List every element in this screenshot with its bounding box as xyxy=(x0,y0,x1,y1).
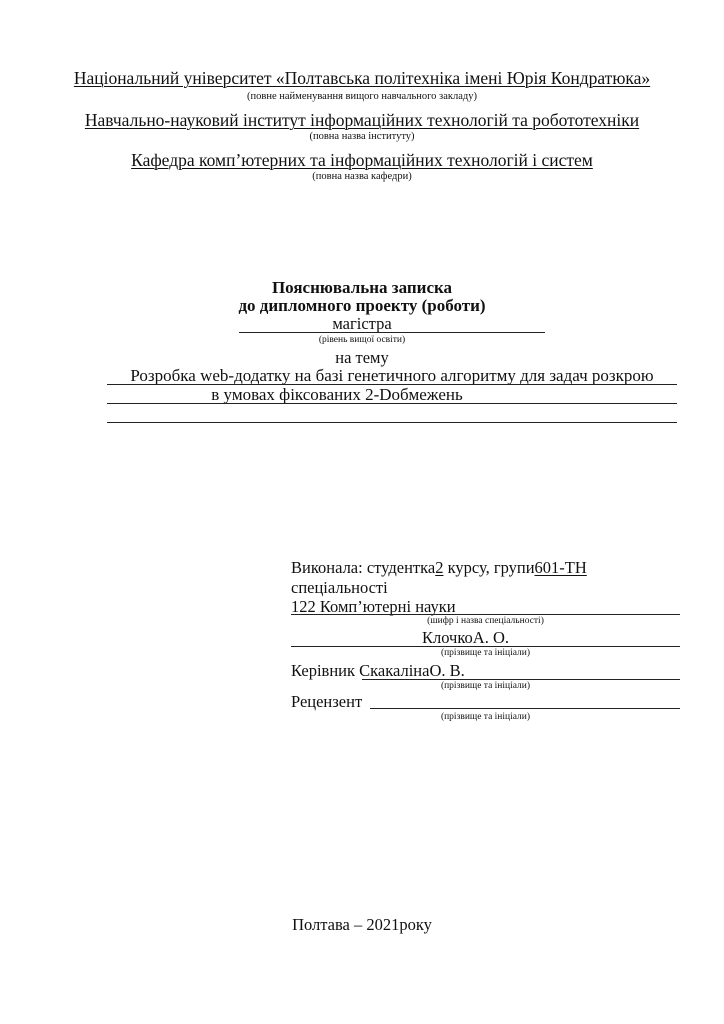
degree-caption: (рівень вищої освіти) xyxy=(318,335,406,345)
institute-name-text: Навчально-науковий інститут інформаційних технологій та робототехніки xyxy=(84,110,640,130)
department-caption: (повна назва кафедри) xyxy=(312,171,412,182)
reviewer-caption: (прізвище та ініціали) xyxy=(440,712,531,722)
supervisor-label: Керівник xyxy=(291,661,360,680)
student-caption: (прізвище та ініціали) xyxy=(440,648,531,658)
supervisor-caption: (прізвище та ініціали) xyxy=(440,681,531,691)
student-name-text: КлочкоА. О. xyxy=(422,628,509,647)
course-suffix: курсу, групи xyxy=(443,558,535,577)
specialty-label: спеціальності xyxy=(291,578,388,597)
institute-caption: (повна назва інституту) xyxy=(309,131,415,142)
university-name-text: Національний університет «Полтавська політехніка імені Юрія Кондратюка» xyxy=(73,68,651,88)
degree-underline xyxy=(239,332,545,333)
student-name xyxy=(291,628,680,648)
supervisor-name: СкакалінаО. В. xyxy=(359,661,465,680)
supervisor-row xyxy=(291,661,465,681)
group-value: 601-ТН xyxy=(534,558,587,577)
specialty-caption: (шифр і назва спеціальності) xyxy=(427,616,544,626)
student-underline xyxy=(291,646,680,647)
specialty-value: 122 Комп’ютерні науки xyxy=(291,597,456,616)
specialty-underline xyxy=(291,614,680,615)
degree-value: магістра xyxy=(332,314,392,333)
supervisor-underline xyxy=(362,679,680,680)
city-year: Полтава – 2021року xyxy=(292,915,432,934)
department-name-text: Кафедра комп’ютерних та інформаційних технологій і систем xyxy=(131,150,593,170)
topic-line-1: Розробка web-додатку на базі генетичного алгоритму для задач розкрою xyxy=(130,366,654,385)
course-value: 2 xyxy=(435,558,444,577)
reviewer-label: Рецензент xyxy=(291,692,363,711)
performed-by xyxy=(291,558,587,578)
document-subtitle: до дипломного проекту (роботи) xyxy=(238,296,486,315)
topic-label: на тему xyxy=(335,348,389,367)
department-name xyxy=(0,150,724,171)
university-caption: (повне найменування вищого навчального закладу) xyxy=(247,91,477,102)
reviewer-underline xyxy=(370,708,680,709)
topic-underline-2 xyxy=(107,403,677,404)
performed-prefix: Виконала: студентка xyxy=(291,558,436,577)
topic-underline-3 xyxy=(107,422,677,423)
document-title: Пояснювальна записка xyxy=(271,278,453,297)
topic-line-2-text: в умовах фіксованих 2-Dобмежень xyxy=(211,385,463,404)
institute-name xyxy=(0,110,724,131)
topic-line-2 xyxy=(107,385,677,405)
university-name xyxy=(0,68,724,89)
